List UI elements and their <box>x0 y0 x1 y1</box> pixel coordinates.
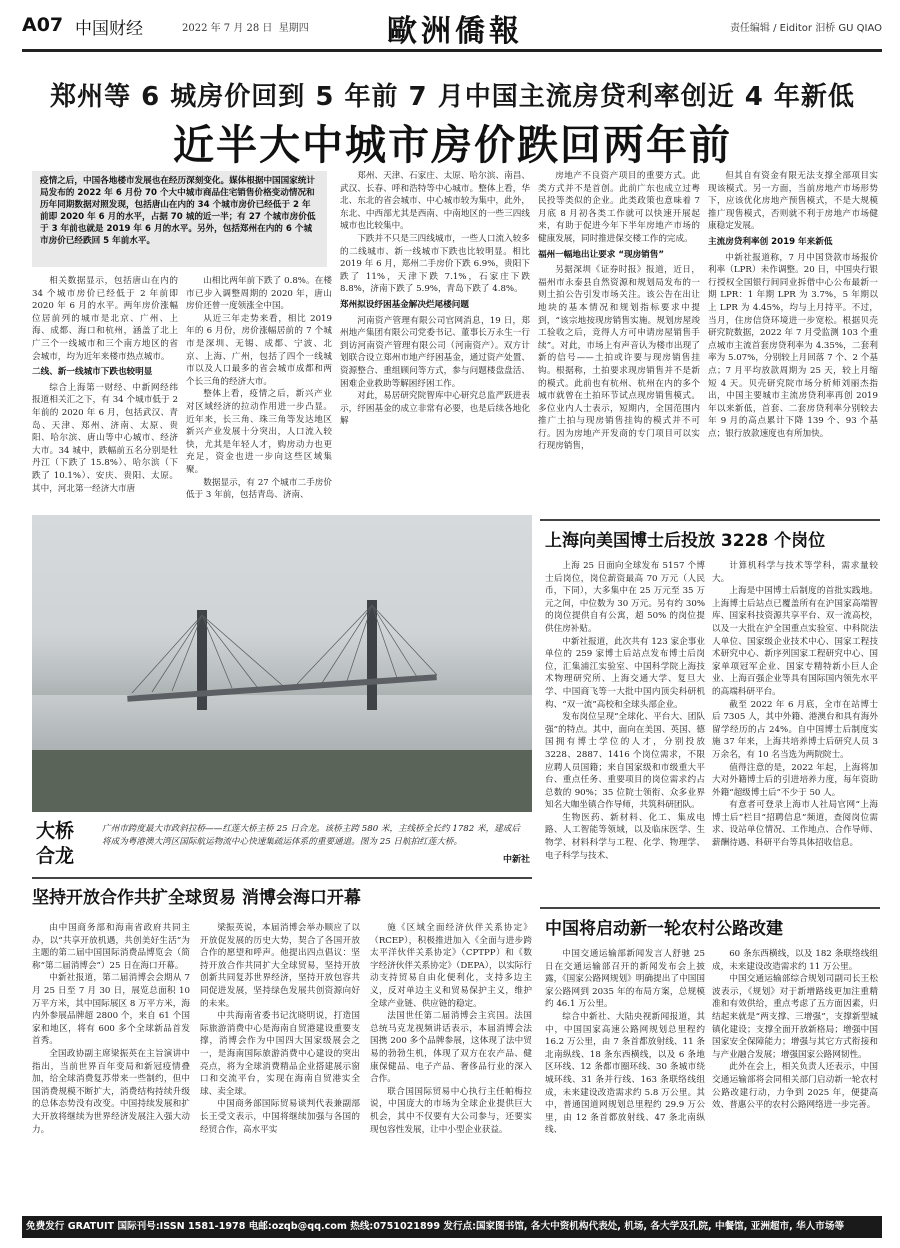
subheading: 郑州拟设纾困基金解决烂尾楼问题 <box>340 299 469 310</box>
paragraph: 60 条东西横线，以及 182 条联络线组成，未来建设改造需求约 11 万公里。 <box>712 949 878 972</box>
main-col-5 <box>708 170 878 515</box>
main-col-1 <box>32 275 178 520</box>
footer-bar: 免费发行 GRATUIT 国际刊号:ISSN 1581-1978 电邮:ozqb@qq.com 热线:0751021899 发行点:国家图书馆, 各大中资机构代表处, 机场, 各大学及孔院, 中餐馆, 亚洲超市, 华人市场等 <box>22 1216 882 1238</box>
paragraph: 截至 2022 年 6 月底，全市在站博士后 7305 人，其中外籍、港澳台和具有海外留学经历的占 24%。自中国博士后制度实施 37 年来，上海共培养博士后研究人员 3 万余名，有 10 名当选为两院院士。 <box>712 699 878 760</box>
paragraph: 由中国商务部和海南省政府共同主办，以“共享开放机遇，共创美好生活”为主题的第二届中国国际消费品博览会（简称“第二届消博会”）25 日在海口开幕。 <box>32 923 190 971</box>
paragraph: 河南资产管理有限公司官网消息，19 日，郑州地产集团有限公司党委书记、董事长万永生一行到访河南资产管理有限公司（河南资产）。双方计划联合设立郑州市地产纾困基金，通过资产处置、资源整合、重组顾问等方式，参与问题楼盘盘活、困难企业救助等解困纾困工作。 <box>340 315 530 389</box>
roads-headline: 中国将启动新一轮农村公路改建 <box>545 919 783 939</box>
paragraph: 山相比两年前下跌了 0.8%。在楼市已步入调整周期的 2020 年，唐山房价还曾一度领涨全中国。 <box>186 276 332 312</box>
bridge-photo <box>32 515 532 812</box>
paragraph: 计算机科学与技术等学科，需求量较大。 <box>712 561 878 584</box>
roads-col-b <box>712 948 878 1213</box>
paragraph: 中新社报道，此次共有 123 家企事业单位的 259 家博士后站点发布博士后岗位，汇集浦江实验室、中国科学院上海技术物理研究所、上海交通大学、复旦大学、中国商飞等一大批中国内顶尖科研机构、“双一流”高校和全球头部企业。 <box>545 636 705 710</box>
photo-credit: 中新社 <box>502 855 530 865</box>
main-kicker: 郑州等 6 城房价回到 5 年前 7 月中国主流房贷利率创近 4 年新低 <box>50 82 855 112</box>
date-text: 2022 年 7 月 28 日 <box>182 23 273 34</box>
paragraph: 法国世任第二届消博会主宾国。法国总统马克龙视频讲话表示，本届消博会法国携 200 多个品牌参展，这体现了法中贸易的勃勃生机，体现了双方在农产品、健康保健品、电子产品、奢侈品行业的深入合作。 <box>370 1011 532 1085</box>
postdoc-headline: 上海向美国博士后投放 3228 个岗位 <box>545 531 826 551</box>
postdoc-col-b <box>712 560 878 915</box>
paragraph: 对此，易居研究院智库中心研究总监严跃进表示，纾困基金的成立非常有必要，也是后续各地化解 <box>340 391 530 427</box>
paragraph: 中新社报道，第二届消博会会期从 7 月 25 日至 7 月 30 日，展览总面积 10 万平方米，其中国际展区 8 万平方米，海内外参展品牌超 2800 个，来自 61 个国家和地区，将有 600 多个全球新品首发首秀。 <box>32 973 190 1047</box>
paragraph: 施《区域全面经济伙伴关系协定》（RCEP），积极推进加入《全面与进步跨太平洋伙伴关系协定》（CPTPP）和《数字经济伙伴关系协定》（DEPA），以实际行动支持贸易自由化便利化，支持多边主义，反对单边主义和贸易保护主义，维护全球产业链、供应链的稳定。 <box>370 923 532 1009</box>
expo-col-2 <box>200 922 360 1212</box>
roads-col-a <box>545 948 705 1213</box>
paragraph: 联合国国际贸易中心执行主任帕梅拉说，中国庞大的市场为全球企业提供巨大机会，其中不仅要有大公司参与，还要实现包容性发展，让中小型企业获益。 <box>370 1086 532 1135</box>
paragraph: 中国交通运输部综合规划司副司长王松波表示，《规划》对于新增路线更加注重精准和有效供给，重点考虑了五方面因素，归结起来就是“两支撑、三增强”，支撑新型城镇化建设；支撑全面开放新格局；增强中国国家安全保障能力；增强与其它方式衔接和与产业融合发展；增强国家公路网韧性。 <box>712 974 878 1060</box>
photo-caption-text: 广州市跨度最大市政斜拉桥——红莲大桥主桥 25 日合龙。该桥主跨 580 米，主线桥全长约 1782 米，建成后将成为粤港澳大湾区国际航运物流中心快速集疏运体系的重要通道。图为 25 日航拍红莲大桥。 <box>102 824 520 847</box>
paragraph: 上海 25 日面向全球发布 5157 个博士后岗位，岗位薪资最高 70 万元（人民币，下同），大多集中在 25 万元至 35 万元之间，中位数为 30 万元。另有约 30% 的岗位提供自有公寓，超 50% 的岗位提供住房补贴。 <box>545 561 705 634</box>
section-rule <box>32 877 532 879</box>
subheading: 二线、新一线城市下跌也较明显 <box>32 367 153 378</box>
editor-credit: 责任编辑 / Eiditor 汩桥 GU QIAO <box>729 23 882 34</box>
main-col-2 <box>186 275 332 520</box>
paragraph: 生物医药、新材料、化工、集成电路、人工智能等领域，以及临床医学、生物学、材料科学与工程、化学、物理学、电子科学与技术、 <box>545 812 705 861</box>
bridge-cables <box>32 515 532 812</box>
paragraph: 综合中新社、大陆央视新闻报道，其中，中国国家高速公路网规划总里程约 16.2 万公里，由 7 条首都放射线、11 条北南纵线、18 条东西横线，以及 6 条地区环线、12 条都市圈环线、30 条城市绕城环线、31 条并行线、163 条联络线组成，未来建设改造需求约 5.8 万公里。其中，普通国道网规划总里程约 29.9 万公里，由 12 条首都放射线、47 条北南纵线、 <box>545 1011 705 1136</box>
postdoc-col-a <box>545 560 705 915</box>
expo-col-3 <box>370 922 532 1212</box>
paragraph: 数据显示，有 27 个城市二手房价低于 3 年前，包括青岛、济南、 <box>186 477 332 501</box>
main-col-3 <box>340 170 530 515</box>
expo-headline: 坚持开放合作共扩全球贸易 消博会海口开幕 <box>32 888 361 908</box>
paragraph: 中国交通运输部新闻发言人舒驰 25 日在交通运输部召开的新闻发布会上披露，《国家公路网规划》明确提出了中国国家公路网到 2035 年的布局方案，总规模约 46.1 万公里。 <box>545 949 705 1010</box>
page-header <box>22 6 882 50</box>
paragraph: 下跌并不只是三四线城市，一些人口流入较多的二线城市、新一线城市下跌也比较明显。相比 2019 年 6 月，郑州二手房价下跌 6.9%，贵阳下跌了 11%，天津下跌 7.1%，石家庄下跌 8.8%，济南下跌了 5.9%，青岛下跌了 4.8%。 <box>340 233 530 295</box>
paragraph: 发布岗位呈现“全球化、平台大、团队强”的特点。其中，面向在美国、英国、德国拥有博士学位的人才，分别投放 3228、2887、1416 个岗位需求，不限应聘人员国籍；来自国家级和市级重大平台、重点任务、重要项目的岗位需求约占总数的 90%；35 位院士领衔、众多业界知名大咖坐镇合作导师，共筑科研团队。 <box>545 712 705 811</box>
paragraph: 中新社报道称，7 月中国贷款市场报价利率（LPR）未作调整。20 日，中国央行银行授权全国银行间同业拆借中心公布最新一期 LPR：1 年期 LPR 为 3.7%，5 年期以上 LPR 为 4.45%，均与上月持平。不过，当月，住房信贷环境进一步宽松。根据贝壳研究院数据，2022 年 7 月受监测 103 个重点城市主流首套房贷利率为 4.35%，二套利率为 5.07%，分别较上月回落 7 个、2 个基点；7 月平均放款周期为 25 天，较上月缩短 4 天。贝壳研究院市场分析师刘丽杰指出，中国主要城市主流房贷利率再创 2019 年以来新低，首套、二套房贷利率分别较去年 9 月的高点累计下降 139 个、93 个基点；银行放款速度也有所加快。 <box>708 252 878 439</box>
section-rule <box>540 907 880 909</box>
paragraph: 有意者可登录上海市人社局官网“上海博士后”栏目“招聘信息”频道，查阅岗位需求、设站单位情况、工作地点、合作导师、薪酬待遇、科研平台等具体招收信息。 <box>712 800 878 849</box>
paragraph: 中共海南省委书记沈晓明说，打造国际旅游消费中心是海南自贸港建设重要支撑，消博会作为中国四大国家级展会之一，是海南国际旅游消费中心建设的突出亮点，将为全球消费精品企业搭建展示窗口和交流平台，实现在海南自贸港实全球、卖全球。 <box>200 1011 360 1097</box>
paragraph: 中国商务部国际贸易谈判代表兼副部长王受文表示，中国将继续加强与各国的经贸合作，高水平实 <box>200 1099 360 1135</box>
paragraph: 综合上海第一财经、中新网经纬报道相关汇之下，有 34 个城市低于 2 年前的 2020 年 6 月，包括武汉、青岛、天津、郑州、济南、太原、贵阳、哈尔滨、唐山等中心城市、经济大市。34 城中，跌幅前五名分别是牡丹江（下跌了 15.8%）、哈尔滨（下跌了 10.1%）、安庆、贵阳、太原。其中，河北第一经济大市唐 <box>32 382 178 494</box>
newspaper-logo: 歐洲僑報 <box>387 14 523 49</box>
photo-caption-title: 大桥合龙 <box>36 820 75 867</box>
paragraph: 上海是中国博士后制度的首批实践地。上海博士后站点已覆盖所有在沪国家高端智库、国家科技资源共享平台、双一流高校，以及一大批在沪全国重点实验室、中科院法人单位、国家级企业技术中心、国家工程技术研究中心、新序列国家工程研究中心、国家单项冠军企业、国家专精特新小巨人企业、上海百强企业等具有国际国内领先水平的高端科研平台。 <box>712 586 878 697</box>
paragraph: 相关数据显示，包括唐山在内的 34 个城市房价已经低于 2 年前即 2020 年 6 月的水平。两年房价涨幅位居前列的城市是北京、广州、上海、成都、海口和杭州，涵盖了北上广三个一线城市和三个南方地区的省会城市，均为近年来楼市热点城市。 <box>32 276 178 362</box>
section-rule <box>540 519 880 521</box>
weekday-text: 星期四 <box>278 23 309 34</box>
paragraph: 全国政协副主席梁振英在主旨演讲中指出，当前世界百年变局和新冠疫情叠加，给全球消费复苏带来一些制约，但中国消费规模不断扩大，消费结构持续升级的总体态势没有改变。中国持续发展和扩大开放将继续为世界经济发展注入强大动力。 <box>32 1048 190 1135</box>
main-lead-box: 疫情之后，中国各地楼市发展也在经历深刻变化。媒体根据中国国家统计局发布的 2022 年 6 月份 70 个大中城市商品住宅销售价格变动情况和历年同期数据对照发现，包括唐山在内的 34 个城市房价已经低于 2 年前即 2020 年 6 月的水平，占据 70 城的近一半；有 27 个城市房价低于 3 年前也就是 2019 年 6 月的水平。另外，包括郑州在内的 6 个城市房价已经跌回 5 年前水平。 <box>32 171 327 267</box>
paragraph: 值得注意的是，2022 年起，上海将加大对外籍博士后的引进培养力度，每年资助外籍“超级博士后”不少于 50 人。 <box>712 762 878 798</box>
issue-date <box>182 19 309 34</box>
paragraph: 梁振英说，本届消博会举办顺应了以开放促发展的历史大势，契合了各国开放合作的愿望和呼声。他提出四点倡议：坚持开放合作共同扩大全球贸易，坚持开放创新共同复苏世界经济，坚持开放包容共同促进发展，坚持绿色发展共创资源向好的未来。 <box>200 923 360 1009</box>
subheading: 福州一幅地出让要求 “现房销售” <box>538 249 665 260</box>
expo-col-1 <box>32 922 190 1212</box>
paragraph: 另据深圳《证券时报》报道，近日，福州市永泰县自然资源和规划局发布的一则土拍公告引发市场关注。该公告在出让地块的基本情况和规划指标要求中提到，“该宗地按现房销售实施。规划房屋竣工验收之后，竞得人方可申请房屋销售手续”。对此，市场上有声音认为楼市出现了新的信号——土拍或许要与现房销售挂钩。根据称，土拍要求现房销售并不是新的模式。此前也有杭州、杭州在内的多个城市就曾在土拍环节试点现房销售模式。多位业内人士表示，短期内，全国范围内推广土拍与现房销售挂钩的模式并不可行。因为房地产开发商的专门项目可以实行现房销售， <box>538 265 700 452</box>
main-headline: 近半大中城市房价跌回两年前 <box>173 121 732 168</box>
main-col-4 <box>538 170 700 515</box>
subheading: 主流房贷利率创 2019 年来新低 <box>708 236 833 247</box>
paragraph: 郑州、天津、石家庄、太原、哈尔滨、南昌、武汉、长春、呼和浩特等中心城市。整体上看，华北、东北的省会城市、中心城市较为集中，此外，东北、中西部尤其是西南、中南地区的一些三四线城市也比较集中。 <box>340 171 530 232</box>
header-rule <box>22 49 882 52</box>
paragraph: 此外在会上，相关负责人还表示，中国交通运输部将会同相关部门启动新一轮农村公路改建行动，力争到 2025 年，便捷高效、普惠公平的农村公路网络进一步完善。 <box>712 1062 878 1111</box>
paragraph: 但其自有资金有限无法支撑全部项目实现该模式。另一方面，当前房地产市场形势下，应该优化房地产预售模式，不是大规模推广现售模式，否则就不利于房地产市场健康稳定发展。 <box>708 171 878 232</box>
paragraph: 整体上看，疫情之后，新兴产业对区域经济的拉动作用进一步凸显。近年来，长三角、珠三角等发达地区新兴产业发展十分突出，人口流入较快，尤其是年轻人才，购房动力也更充足，资金也进一步向这些区域集聚。 <box>186 389 332 475</box>
page-number: A07 <box>22 14 64 36</box>
paragraph: 从近三年走势来看，相比 2019 年的 6 月份，房价涨幅居前的 7 个城市是深圳、无锡、成都、宁波、北京、上海、广州，包括了四个一线城市以及人口最多的省会城市成都和两个长三角的经济大市。 <box>186 313 332 387</box>
paragraph: 房地产不良资产项目的重要方式。此类方式并不是首创。此前广东也成立过粤民投等类似的企业。此类政策也意味着 7 月底 8 月初各类工作就可以快速开展起来，有助于促进今年下半年房地产市场的健康发展，同时推进保交楼工作的完成。 <box>538 171 700 244</box>
section-name: 中国财经 <box>75 19 143 39</box>
